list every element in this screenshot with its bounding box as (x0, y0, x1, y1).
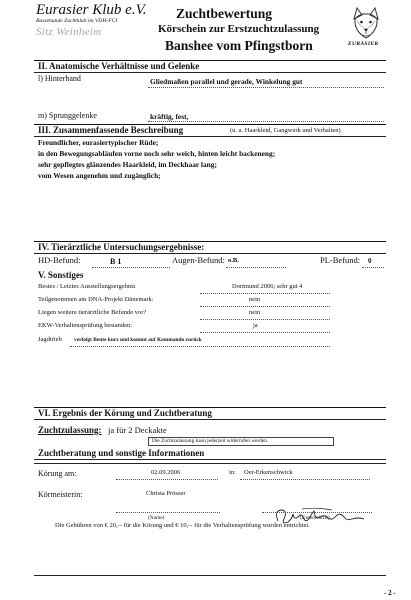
section-3-note: (u. a. Haarkleid, Gangwerk und Verhalten) (230, 127, 341, 134)
fill-line (70, 346, 330, 347)
section-5-heading: V. Sonstiges (38, 270, 84, 280)
fill-line (200, 332, 330, 333)
eurasier-dog-logo-icon (348, 5, 384, 41)
fill-line (116, 479, 218, 480)
show-result-label: Bestes / Letztes Ausstellungsergebnis (38, 283, 136, 290)
fill-line (226, 267, 286, 268)
date-label: Körung am: (38, 469, 77, 478)
club-name: Eurasier Klub e.V. (36, 2, 147, 18)
fill-line (362, 267, 384, 268)
logo-caption: EURASIER (348, 41, 379, 47)
divider (34, 575, 386, 576)
document-title: Zuchtbewertung (176, 6, 273, 21)
place-value: Oer-Erkenschwick (244, 469, 293, 476)
divider (34, 459, 386, 460)
section-2-heading: II. Anatomische Verhältnisse und Gelenke (38, 61, 200, 71)
page-number: - 2 - (384, 589, 396, 597)
club-seat: Sitz Weinheim (36, 26, 102, 38)
breeding-advice-heading: Zuchtberatung und sonstige Informationen (38, 448, 205, 458)
divider (34, 253, 386, 254)
fill-line (200, 293, 330, 294)
hinterhand-value: Gliedmaßen parallel und gerade, Winkelung gut (150, 77, 303, 86)
description-line: in den Bewegungsabläufen vorne noch sehr weich, hinten leicht backeneng; (38, 149, 276, 158)
name-caption: (Name) (148, 515, 165, 521)
dna-project-label: Teilgenommen am DNA-Projekt Dänemark: (38, 296, 154, 303)
judge-label: Körmeisterin: (38, 490, 83, 499)
club-subtitle: Rassehunde Zuchtklub im VDH-FCI (36, 18, 118, 24)
fill-line (148, 87, 384, 88)
fill-line (200, 306, 330, 307)
place-label: in: (229, 469, 236, 476)
eye-value: o.B. (228, 257, 239, 264)
ekw-test-value: ja (253, 322, 258, 329)
description-line: sehr gepflegtes glänzendes Haarkleid, im Deckhaar lang; (38, 160, 217, 169)
pl-label: PL-Befund: (320, 255, 361, 265)
signature-caption: (Unterschrift) (300, 515, 330, 521)
document-subtitle: Körschein zur Erstzuchtzulassung (158, 23, 320, 35)
fill-line (92, 267, 170, 268)
hunting-drive-value: verfolgt Beute kurz und kommt auf Kommando zurück (74, 337, 202, 343)
vet-findings-label: Liegen weitere tierärztliche Befunde vor? (38, 309, 147, 316)
fill-line (262, 512, 372, 513)
sprunggelenke-label: m) Sprunggelenke (38, 111, 97, 120)
fill-line (148, 121, 384, 122)
dog-name: Banshee vom Pfingstborn (165, 38, 313, 53)
description-line: vom Wesen angenehm und zugänglich; (38, 171, 161, 180)
divider (34, 136, 386, 137)
date-value: 02.09.2006 (151, 469, 181, 476)
divider (34, 419, 386, 420)
divider (34, 463, 386, 464)
hunting-drive-label: Jagdtrieb (38, 336, 62, 343)
show-result-value: Dortmund 2006; sehr gut 4 (232, 283, 303, 290)
fill-line (200, 319, 330, 320)
divider (34, 72, 386, 73)
section-6-heading: VI. Ergebnis der Körung und Zuchtberatung (38, 408, 212, 418)
breeding-approval-value: ja für 2 Deckakte (108, 425, 167, 435)
fill-line (116, 512, 220, 513)
dna-project-value: nein (249, 296, 261, 303)
hinterhand-label: l) Hinterhand (38, 74, 81, 83)
section-4-heading: IV. Tierärztliche Untersuchungsergebnisse: (38, 242, 205, 252)
hd-label: HD-Befund: (38, 255, 81, 265)
description-line: Freundlicher, eurasiertypischer Rüde; (38, 138, 159, 147)
fill-line (240, 479, 370, 480)
hd-value: B 1 (110, 257, 122, 266)
pl-value: 0 (368, 257, 372, 265)
vet-findings-value: nein (249, 309, 261, 316)
section-3-heading: III. Zusammenfassende Beschreibung (38, 125, 184, 135)
judge-name: Christa Prösser (146, 490, 186, 497)
sprunggelenke-value: kräftig, fest, (150, 112, 189, 121)
breeding-approval-label: Zuchtzulassung: (38, 425, 102, 435)
eye-label: Augen-Befund: (172, 255, 225, 265)
revocation-note: Die Zuchtzulassung kann jederzeit widerrufen werden. (152, 438, 269, 444)
ekw-test-label: EKW-Verhaltensprüfung bestanden: (38, 322, 133, 329)
fees-note: Die Gebühren von € 20,-- für die Körung und € 10,-- für die Verhaltensprüfung wurden entrichtet. (55, 522, 310, 529)
